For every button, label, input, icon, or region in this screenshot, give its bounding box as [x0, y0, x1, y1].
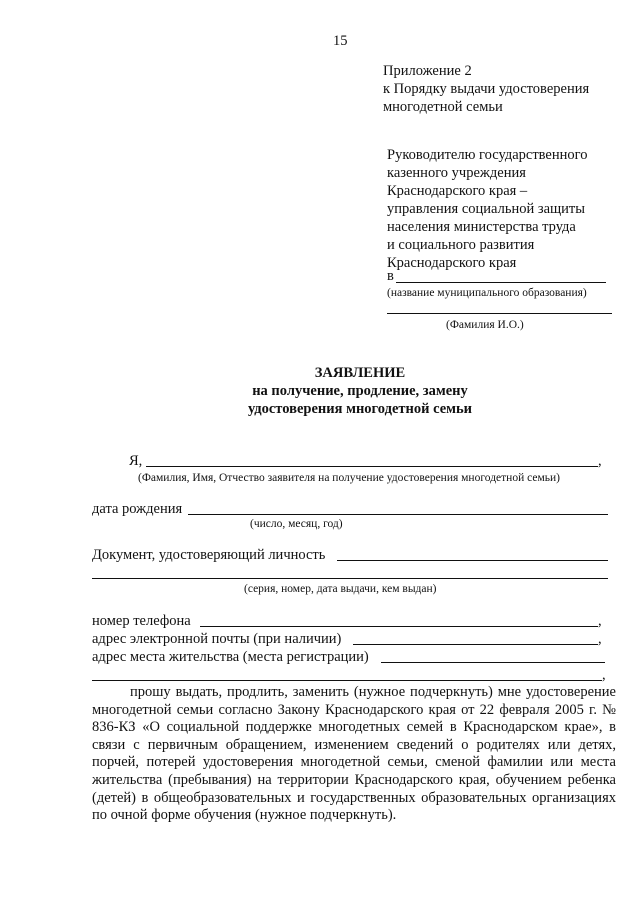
- prefix-in: в: [387, 268, 394, 284]
- address-label: адрес места жительства (места регистрации): [92, 649, 369, 665]
- addressee-line-5: населения министерства труда: [387, 219, 576, 235]
- comma: ,: [598, 631, 602, 647]
- id-document-field-1[interactable]: [337, 560, 608, 561]
- document-title: ЗАЯВЛЕНИЕ: [314, 365, 406, 381]
- applicant-name-field[interactable]: [146, 466, 598, 467]
- municipality-caption: (название муниципального образования): [387, 287, 587, 299]
- appendix-line-2: к Порядку выдачи удостоверения: [383, 81, 590, 97]
- recipient-name-field[interactable]: [387, 313, 612, 314]
- addressee-line-7: Краснодарского края: [387, 255, 517, 271]
- email-field[interactable]: [353, 644, 598, 645]
- comma: ,: [598, 613, 602, 629]
- comma: ,: [598, 453, 602, 469]
- phone-field[interactable]: [200, 626, 598, 627]
- document-subtitle-2: удостоверения многодетной семьи: [247, 401, 473, 417]
- id-document-field-2[interactable]: [92, 578, 608, 579]
- id-document-caption: (серия, номер, дата выдачи, кем выдан): [244, 583, 437, 595]
- address-field-1[interactable]: [381, 662, 605, 663]
- phone-label: номер телефона: [92, 613, 191, 629]
- body-paragraph: прошу выдать, продлить, заменить (нужное подчеркнуть) мне удостоверение многодетной семьи согласно Закону Краснодарского края от 22 февраля 2005 г. № 836-КЗ «О социальной поддержке многодетных семей в Краснодарском крае», в связи с первичным обращением, изменением сведений о родителях или детях, порчей, потерей удостоверения многодетной семьи, сменой фамилии или места жительства (пребывания) на территории Краснодарского края, обучением ребенка (детей) в общеобразовательных и государственных образовательных организациях по очной форме обучения (нужное подчеркнуть).: [92, 684, 616, 824]
- applicant-name-caption: (Фамилия, Имя, Отчество заявителя на получение удостоверения многодетной семьи): [138, 472, 560, 484]
- page-number: 15: [333, 33, 348, 49]
- birth-date-field[interactable]: [188, 514, 608, 515]
- birth-date-caption: (число, месяц, год): [250, 518, 343, 530]
- addressee-line-3: Краснодарского края –: [387, 183, 528, 199]
- birth-date-label: дата рождения: [92, 501, 183, 517]
- appendix-line-3: многодетной семьи: [383, 99, 503, 115]
- addressee-line-2: казенного учреждения: [387, 165, 526, 181]
- municipality-field[interactable]: [396, 282, 606, 283]
- i-label: Я,: [129, 453, 143, 469]
- addressee-line-4: управления социальной защиты: [387, 201, 586, 217]
- id-document-label: Документ, удостоверяющий личность: [92, 547, 326, 563]
- addressee-line-6: и социального развития: [387, 237, 535, 253]
- appendix-line-1: Приложение 2: [383, 63, 472, 79]
- comma: ,: [602, 667, 606, 683]
- document-subtitle-1: на получение, продление, замену: [252, 383, 468, 399]
- address-field-2[interactable]: [92, 680, 602, 681]
- email-label: адрес электронной почты (при наличии): [92, 631, 342, 647]
- addressee-line-1: Руководителю государственного: [387, 147, 588, 163]
- recipient-name-caption: (Фамилия И.О.): [446, 319, 524, 331]
